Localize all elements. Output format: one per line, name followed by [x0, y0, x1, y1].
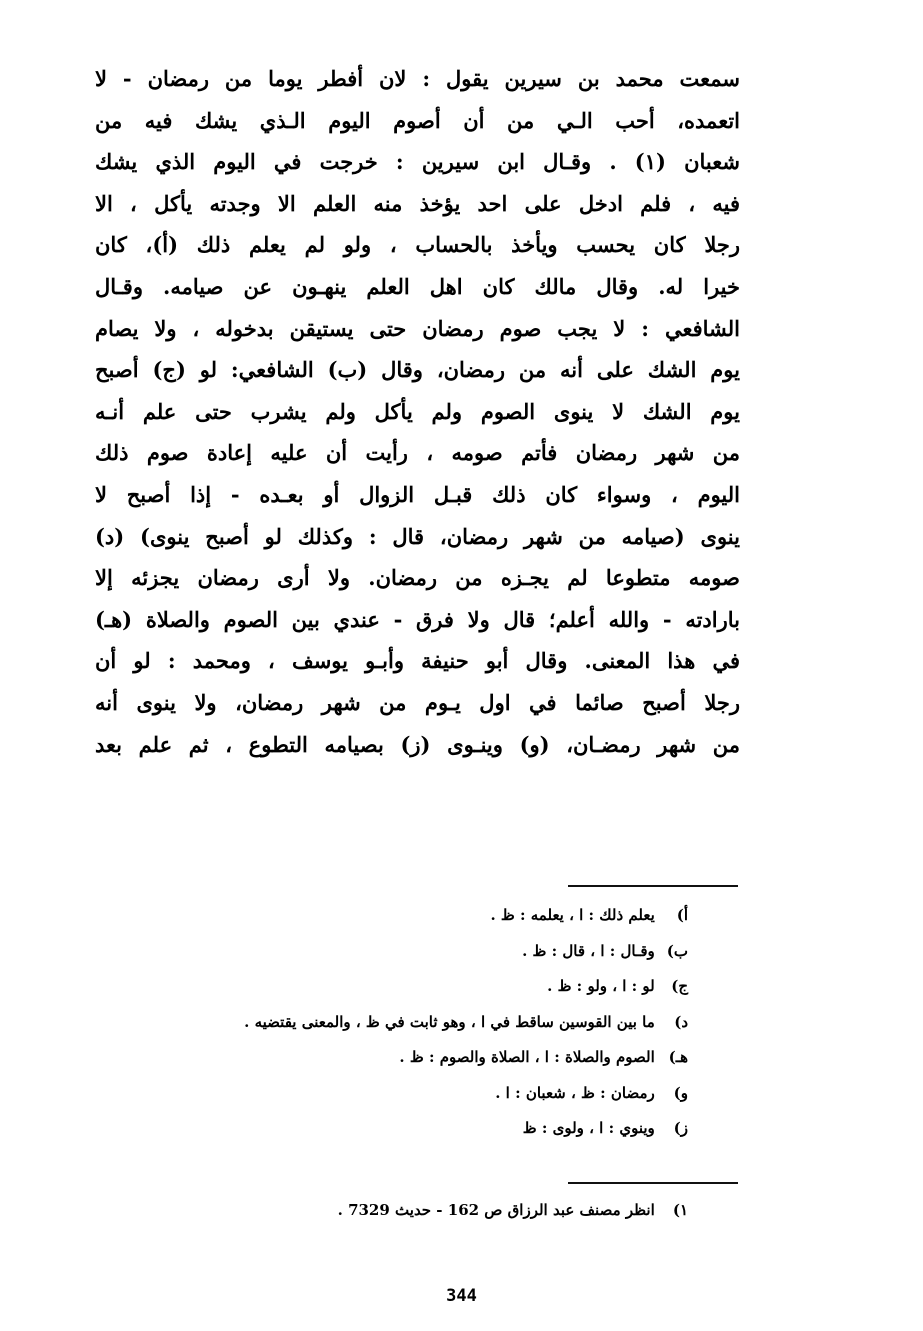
variant-note-text: الصوم والصلاة : ا ، الصلاة والصوم : ظ . [399, 1048, 655, 1066]
text-line: فيه ، فلم ادخل على احد يؤخذ منه العلم الا وجدته يأكل ، الا [95, 190, 740, 216]
text-line: يوم الشك على أنه من رمضان، وقال (ب) الشافعي: لو (ج) أصبح [95, 357, 740, 383]
text-line: صومه متطوعا لم يجـزه من رمضان. ولا أرى رمضان يجزئه إلا [95, 565, 740, 591]
text-line: اتعمده، أحب الـي من أن أصوم اليوم الـذي يشك فيه من [95, 107, 740, 133]
text-line: خيرا له. وقال مالك كان اهل العلم ينهـون عن صيامه. وقـال [95, 273, 740, 299]
variant-note-text: يعلم ذلك : ا ، يعلمه : ظ . [490, 906, 655, 924]
text-line: من شهر رمضـان، (و) وينـوى (ز) بصيامه التطوع ، ثم علم بعد [95, 731, 740, 757]
variant-note-marker: ج) [671, 977, 688, 995]
text-line: في هذا المعنى. وقال أبو حنيفة وأبـو يوسف ، ومحمد : لو أن [95, 648, 740, 674]
text-line: شعبان (١) . وقـال ابن سيرين : خرجت في اليوم الذي يشك [95, 149, 740, 175]
text-line: سمعت محمد بن سيرين يقول : لان أفطر يوما من رمضان - لا [95, 66, 740, 91]
text-line: رجلا أصبح صائما في اول يـوم من شهر رمضان، ولا ينوى أنه [95, 689, 740, 715]
variant-note-text: رمضان : ظ ، شعبان : ا . [495, 1083, 655, 1102]
reference-footnote [68, 1192, 688, 1228]
variant-note-marker: هـ) [668, 1048, 688, 1066]
footnote-separator-1 [568, 885, 738, 887]
variant-note [68, 1111, 688, 1147]
text-line: بارادته - والله أعلم؛ قال ولا فرق - عندي بين الصوم والصلاة (هـ) [95, 606, 740, 632]
text-line: اليوم ، وسواء كان ذلك قبـل الزوال أو بعـده - إذا أصبح لا [95, 481, 740, 507]
footnote-separator-2 [568, 1182, 738, 1184]
text-line: رجلا كان يحسب ويأخذ بالحساب ، ولو لم يعلم ذلك (أ)، كان [95, 232, 740, 258]
variant-note [68, 1076, 688, 1112]
variant-note-marker: أ) [676, 906, 688, 924]
variant-note-text: ما بين القوسين ساقط في ا ، وهو ثابت في ظ ، والمعنى يقتضيه . [244, 1012, 655, 1031]
text-line: الشافعي : لا يجب صوم رمضان حتى يستيقن بدخوله ، ولا يصام [95, 315, 740, 341]
text-line: من شهر رمضان فأتم صومه ، رأيت أن عليه إعادة صوم ذلك [95, 440, 740, 466]
variant-note [68, 1040, 688, 1076]
variant-note-marker: د) [674, 1012, 688, 1031]
text-line: يوم الشك لا ينوى الصوم ولم يأكل ولم يشرب حتى علم أنـه [95, 398, 740, 424]
variant-note-text: وينوي : ا ، ولوى : ظ [522, 1119, 655, 1137]
text-line: ينوى (صيامه من شهر رمضان، قال : وكذلك لو أصبح ينوى) (د) [95, 523, 740, 549]
page-number: 344 [446, 1286, 477, 1306]
variant-note [68, 898, 688, 934]
reference-footnote-marker: ١) [672, 1201, 688, 1219]
variant-note-marker: ب) [666, 941, 688, 960]
main-text-block [95, 58, 740, 765]
variant-note [68, 934, 688, 970]
variant-note-marker: و) [673, 1083, 688, 1102]
variant-note [68, 969, 688, 1005]
reference-footnote-text: انظر مصنف عبد الرزاق ص 162 - حديث 7329 . [337, 1201, 655, 1219]
variant-note-text: لو : ا ، ولو : ظ . [547, 977, 655, 995]
variant-notes [68, 898, 688, 1147]
variant-note-text: وقـال : ا ، قال : ظ . [522, 941, 655, 960]
variant-note [68, 1005, 688, 1041]
variant-note-marker: ز) [673, 1119, 688, 1137]
